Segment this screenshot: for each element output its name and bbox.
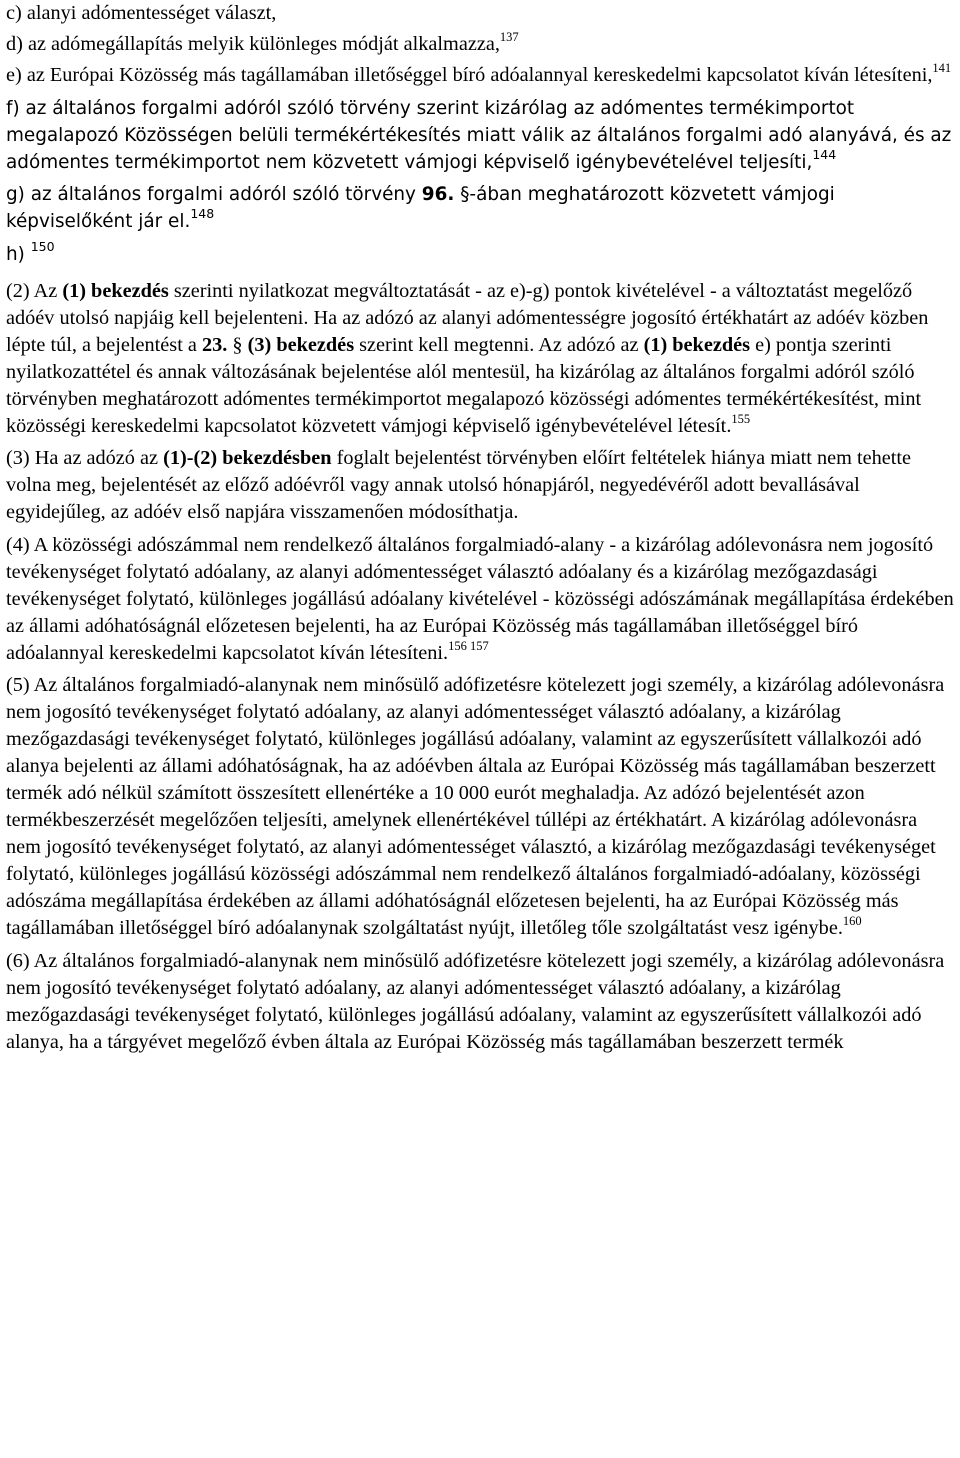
item-g (6, 181, 954, 235)
item-c: c) alanyi adómentességet választ, (6, 2, 277, 24)
paragraph-3 (6, 445, 954, 526)
item-h-text: h) (6, 243, 31, 265)
p4-text: (4) A közösségi adószámmal nem rendelkező általános forgalmiadó-alany - a kizárólag adólevonásra nem jogosító tevékenységet folytató adóalany, az alanyi adómentességet választó adóalany és a kizárólag mezőgazdasági tevékenységet folytató, különleges jogállású adóalany kivételével - közösségi adószámának megállapítása érdekében az állami adóhatóságnál előzetesen bejelenti, ha az Európai Közösség más tagállamában illetőséggel bíró adóalannyal kereskedelmi kapcsolatot kíván létesíteni. (6, 533, 954, 664)
p3-ref: (1)-(2) bekezdésben (163, 447, 332, 469)
footnote-ref: 148 (190, 206, 215, 221)
item-d-text: d) az adómegállapítás melyik különleges módját alkalmazza, (6, 33, 500, 55)
paragraph-6: (6) Az általános forgalmiadó-alanynak nem minősülő adófizetésre kötelezett jogi személy, a kizárólag adólevonásra nem jogosító tevékenységet folytató adóalany, az alanyi adómentességet választó adóalany, a kizárólag mezőgazdasági tevékenységet folytató, különleges jogállású adóalany, valamint az egyszerűsített vállalkozói adó alanya, ha a tárgyévet megelőző évben általa az Európai Közösség más tagállamában beszerzett termék (6, 949, 945, 1053)
p5-text: (5) Az általános forgalmiadó-alanynak nem minősülő adófizetésre kötelezett jogi személy, a kizárólag adólevonásra nem jogosító tevékenységet folytató adóalany, az alanyi adómentességet választó adóalany, a kizárólag mezőgazdasági tevékenységet folytató, különleges jogállású adóalany, valamint az egyszerűsített vállalkozói adó alanya bejelenti az állami adóhatóságnak, ha az adóévben általa az Európai Közösség más tagállamában beszerzett termék adó nélkül számított összesített ellenértéke a 10 000 eurót meghaladja. Az adózó bejelentését azon termékbeszerzését megelőzően teljesíti, amelynek ellenértékével túllépi az értékhatárt. A kizárólag adólevonásra nem jogosító tevékenységet folytató, az alanyi adómentességet választó, a kizárólag mezőgazdasági tevékenységet folytató, különleges jogállású közösségi adószámmal nem rendelkező általános forgalmiadó-adóalany, közösségi adószáma megállapítása érdekében az állami adóhatóságnál előzetesen bejelenti, ha az Európai Közösség más tagállamában illetőséggel bíró adóalanynak szolgáltatást nyújt, illetőleg tőle szolgáltatást vesz igénybe. (6, 674, 945, 939)
item-f-text: f) az általános forgalmi adóról szóló törvény szerint kizárólag az adómentes termékimportot megalapozó Közösségen belüli termékértékesítés miatt válik az általános forgalmi adó alanyává, és az adómentes termékimportot nem közvetett vámjogi képviselő igénybevételével teljesíti, (6, 97, 952, 173)
footnote-ref: 160 (842, 914, 862, 928)
item-f (6, 95, 954, 176)
p2-ref-2: 23. (201, 333, 228, 356)
footnote-ref: 155 (731, 411, 751, 426)
paragraph-2 (6, 278, 954, 440)
item-h (6, 238, 954, 268)
p2-ref-1: (1) bekezdés (62, 279, 169, 302)
item-e-text: e) az Európai Közösség más tagállamában illetőséggel bíró adóalannyal kereskedelmi kapcsolatot kíván létesíteni, (6, 64, 933, 86)
p2-text-d: § (227, 333, 248, 356)
p3-text-c: foglalt bejelentést törvényben előírt feltételek hiánya miatt nem tehette volna meg, bejelentését az előző adóévről vagy annak utolsó hónapjáról, negyedévéről adott bevallásával egyidejűleg, az adóév első napjára visszamenően módosíthatja. (6, 447, 911, 523)
paragraph-4 (6, 532, 954, 667)
p2-text-f: e) pontja szerinti nyilatkozattétel és annak változásának bejelentése alól mentesül, ha kizárólag az általános forgalmi adóról szóló törvényben meghatározott adómentes termékimportot megalapozó közösségi adómentes termékértékesítést, mint közösségi kereskedelmi kapcsolatot közvetett vámjogi képviselő igénybevételével létesít. (6, 333, 922, 437)
item-g-section-number: 96. (421, 184, 455, 205)
item-e (6, 62, 954, 89)
item-g-text-1: g) az általános forgalmi adóról szóló törvény (6, 184, 422, 205)
paragraph-5 (6, 672, 954, 942)
item-d (6, 31, 954, 58)
footnote-ref: 156 157 (448, 638, 489, 653)
p2-text-c: szerinti nyilatkozat megváltoztatását - az e)-g) pontok kivételével - a változtatást megelőző adóév utolsó napjáig kell bejelenteni. Ha az adózó az alanyi adómentességre jogosító értékhatárt az adóév közben lépte túl, a bejelentést a (6, 279, 929, 356)
footnote-ref: 137 (499, 30, 519, 44)
p3-text-a: (3) Ha az adózó az (6, 447, 164, 469)
footnote-ref: 144 (812, 146, 837, 162)
footnote-ref: 141 (932, 61, 952, 75)
footnote-ref: 150 (30, 238, 55, 254)
p2-text-e: szerint kell megtenni. Az adózó az (354, 333, 644, 356)
p2-ref-4: (1) bekezdés (643, 333, 751, 356)
item-g-text-2: §-ában meghatározott közvetett vámjogi képviselőként jár el. (6, 184, 835, 232)
p2-text-a: (2) Az (6, 279, 63, 302)
p2-ref-3: (3) bekezdés (247, 333, 355, 356)
